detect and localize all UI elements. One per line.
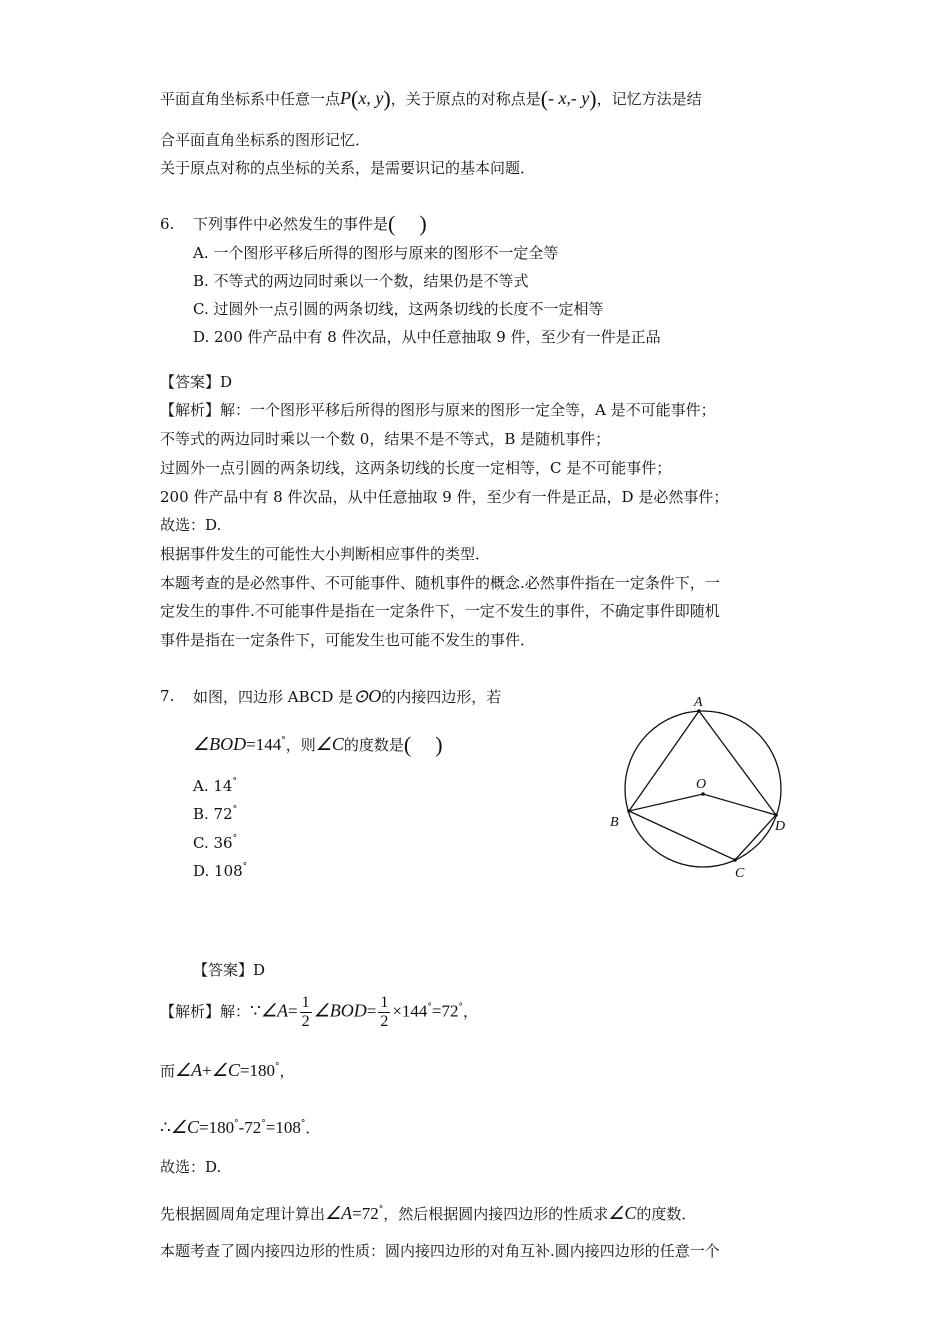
angle-symbol: ∠ xyxy=(170,1117,187,1137)
circle-o: O xyxy=(368,686,382,706)
label-b: B xyxy=(610,815,619,830)
q7-option-c xyxy=(193,829,237,853)
q7-option-a xyxy=(193,772,237,796)
q6-analysis-line: 定发生的事件.不可能事件是指在一定条件下，一定不发生的事件，不确定事件即随机 xyxy=(160,602,720,620)
q6-option-b: B. 不等式的两边同时乘以一个数，结果仍是不等式 xyxy=(193,272,529,290)
angle-a: A xyxy=(191,1060,203,1080)
value-144: 144 xyxy=(401,1001,428,1021)
sym-y: - y xyxy=(570,88,590,108)
fraction-half xyxy=(300,994,312,1031)
degree-symbol: ° xyxy=(427,1002,432,1013)
q7-option-d xyxy=(193,857,247,881)
angle-symbol: ∠ xyxy=(260,1000,277,1021)
value-72: 72 xyxy=(244,1118,262,1137)
intro-line-1: 平面直角坐标系中任意一点P(x, y)，关于原点的对称点是(- x,- y)，记忆方法是结 xyxy=(160,86,702,111)
value-72: 72 xyxy=(441,1001,459,1021)
angle-symbol: ∠ xyxy=(608,1203,625,1223)
radii-ob-od xyxy=(629,794,776,815)
comma: ， xyxy=(279,1062,295,1080)
q6-analysis-line: 【解析】解：一个图形平移后所得的图形与原来的图形一定全等，A 是不可能事件； xyxy=(160,401,716,419)
equals: = xyxy=(366,1001,377,1021)
intro-line-3: 关于原点对称的点坐标的关系，是需要识记的基本问题． xyxy=(160,159,536,177)
label-o: O xyxy=(696,777,707,792)
label-c: C xyxy=(735,866,745,881)
degree-symbol: ° xyxy=(234,1119,239,1129)
q6-analysis-line: 根据事件发生的可能性大小判断相应事件的类型． xyxy=(160,545,491,563)
degree-symbol: ° xyxy=(242,862,248,872)
degree-symbol: ° xyxy=(275,1062,280,1072)
q6-number: 6. xyxy=(160,215,175,233)
angle-symbol: ∠ xyxy=(211,1060,228,1080)
angle-a: A xyxy=(341,1203,353,1223)
q6-analysis-line: 过圆外一点引圆的两条切线，这两条切线的长度一定相等，C 是不可能事件； xyxy=(160,459,672,477)
coord-x: x xyxy=(358,88,367,108)
equals: = xyxy=(246,735,256,754)
q7-stem-text: 的内接四边形，若 xyxy=(381,688,502,706)
q6-option-c: C. 过圆外一点引圆的两条切线，这两条切线的长度不一定相等 xyxy=(193,300,604,318)
value-72: 72 xyxy=(361,1204,379,1223)
label-a: A xyxy=(694,695,703,710)
q6-answer: 【答案】D xyxy=(160,373,233,391)
equals: = xyxy=(352,1204,362,1223)
equals: = xyxy=(287,1001,298,1021)
angle-symbol: ∠ xyxy=(315,734,332,754)
option-label: A. 14 xyxy=(193,777,233,795)
degree-symbol: ° xyxy=(300,1119,306,1129)
q7-method-line xyxy=(160,1200,696,1224)
fraction-half xyxy=(378,994,390,1031)
value-180: 180 xyxy=(208,1118,235,1137)
q6-option-d: D. 200 件产品中有 8 件次品，从中任意抽取 9 件，至少有一件是正品 xyxy=(193,328,661,346)
value-108: 108 xyxy=(275,1118,301,1137)
degree-symbol: ° xyxy=(261,1119,266,1129)
degree-symbol: ° xyxy=(281,736,286,746)
q6-choose: 故选：D. xyxy=(160,516,222,534)
q7-stem-text: 如图，四边形 ABCD 是 xyxy=(193,688,354,706)
option-label: C. 36 xyxy=(193,834,233,852)
q7-number: 7. xyxy=(160,687,175,705)
intro-line-2: 合平面直角坐标系的图形记忆． xyxy=(160,131,371,149)
denominator: 2 xyxy=(380,1013,389,1030)
q7-stem-line-2: ∠BOD=144°，则∠C的度数是( ) xyxy=(193,732,443,757)
intro-text: ，记忆方法是结 xyxy=(596,90,702,108)
degree-symbol: ° xyxy=(232,834,238,844)
method-text: 先根据圆周角定理计算出 xyxy=(160,1205,326,1223)
angle-bod: BOD xyxy=(329,1000,367,1021)
q6-option-a: A. 一个图形平移后所得的图形与原来的图形不一定全等 xyxy=(193,244,559,262)
denominator: 2 xyxy=(301,1013,310,1030)
degree-symbol: ° xyxy=(458,1002,463,1013)
angle-symbol: ∠ xyxy=(193,734,210,754)
q7-stem-line-1 xyxy=(193,686,501,707)
q6-analysis-line: 200 件产品中有 8 件次品，从中任意抽取 9 件，至少有一件是正品，D 是必然事件； xyxy=(160,488,729,506)
intro-text: ，关于原点的对称点是 xyxy=(390,90,541,108)
equals: = xyxy=(198,1118,209,1137)
angle-symbol: ∠ xyxy=(325,1203,342,1223)
intro-text: 平面直角坐标系中任意一点 xyxy=(160,90,341,108)
equals: = xyxy=(431,1001,442,1021)
angle-c: C xyxy=(624,1203,637,1223)
q7-stem-text: 的度数是 xyxy=(343,736,404,754)
option-label: D. 108 xyxy=(193,862,243,880)
period: ． xyxy=(305,1119,321,1137)
degree-symbol: ° xyxy=(378,1205,384,1215)
point-p: P xyxy=(340,88,352,108)
q7-analysis-line-2 xyxy=(160,1057,295,1081)
q7-stem-text: ，则 xyxy=(285,736,316,754)
circle-symbol: ⊙ xyxy=(353,686,369,706)
angle-c: C xyxy=(331,734,344,754)
point-b-dot xyxy=(627,809,631,813)
q6-stem: 下列事件中必然发生的事件是( ) xyxy=(193,211,427,236)
angle-c: C xyxy=(186,1117,199,1137)
equals: = xyxy=(239,1061,250,1080)
q7-last-line: 本题考查了圆内接四边形的性质：圆内接四边形的对角互补.圆内接四边形的任意一个 xyxy=(160,1242,720,1260)
q6-stem-text: 下列事件中必然发生的事件是 xyxy=(193,215,389,233)
degree-symbol: ° xyxy=(232,777,237,787)
method-text: ，然后根据圆内接四边形的性质求 xyxy=(383,1205,609,1223)
q6-analysis-line: 事件是指在一定条件下，可能发生也可能不发生的事件． xyxy=(160,631,536,649)
equals: = xyxy=(265,1118,276,1137)
q7-analysis-line-3 xyxy=(160,1114,320,1138)
point-d-dot xyxy=(774,813,778,817)
angle-c: C xyxy=(227,1060,240,1080)
angle-symbol: ∠ xyxy=(313,1000,330,1021)
analysis-prefix: 【解析】解： xyxy=(160,1002,251,1021)
angle-symbol: ∠ xyxy=(175,1060,192,1080)
q6-analysis-line: 不等式的两边同时乘以一个数 0，结果不是不等式，B 是随机事件； xyxy=(160,430,611,448)
point-o-dot xyxy=(701,792,705,796)
label-d: D xyxy=(775,819,786,834)
therefore-symbol: ∴ xyxy=(160,1118,171,1137)
q7-analysis-line-1 xyxy=(160,994,478,1031)
degree-symbol: ° xyxy=(232,805,238,815)
q7-answer: 【答案】D xyxy=(193,961,266,979)
circle-figure xyxy=(600,690,800,890)
q6-analysis-line: 本题考查的是必然事件、不可能事件、随机事件的概念.必然事件指在一定条件下，一 xyxy=(160,574,720,592)
minus: - xyxy=(238,1118,245,1137)
sym-x: - x xyxy=(548,88,567,108)
q7-choose: 故选：D. xyxy=(160,1158,222,1176)
option-label: B. 72 xyxy=(193,805,233,823)
angle-bod: BOD xyxy=(209,734,247,754)
and-text: 而 xyxy=(160,1062,176,1080)
value-180: 180 xyxy=(249,1061,275,1080)
q7-option-b xyxy=(193,800,237,824)
numerator: 1 xyxy=(380,994,389,1011)
comma: ， xyxy=(463,1002,479,1021)
angle-a: A xyxy=(276,1000,288,1021)
method-text: 的度数． xyxy=(636,1205,697,1223)
times: × xyxy=(392,1001,402,1021)
numerator: 1 xyxy=(301,994,310,1011)
because-symbol: ∵ xyxy=(250,1001,261,1021)
point-c-dot xyxy=(733,858,737,862)
coord-y: y xyxy=(375,88,384,108)
plus: + xyxy=(202,1061,212,1080)
value-144: 144 xyxy=(255,735,282,754)
